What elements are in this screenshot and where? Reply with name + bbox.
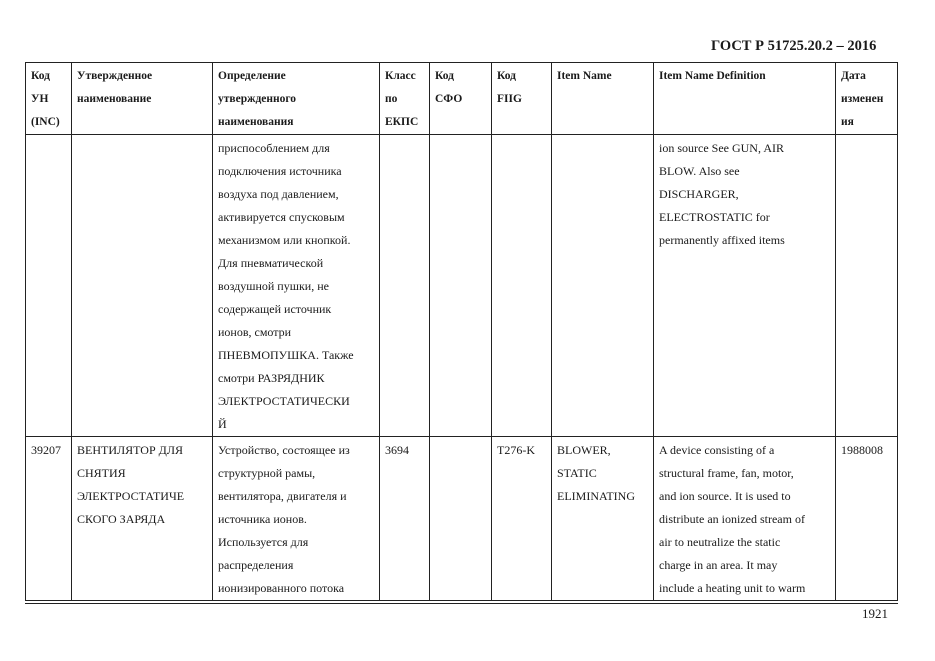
item-name-table [25,62,898,601]
cell-approved-name: ВЕНТИЛЯТОР ДЛЯ СНЯТИЯ ЭЛЕКТРОСТАТИЧЕ СКОГО ЗАРЯДА [72,437,213,601]
cell-sfo [430,437,492,601]
cell-item-name-definition: ion source See GUN, AIR BLOW. Also see DISCHARGER, ELECTROSTATIC for permanently affixed items [654,135,836,437]
cell-class: 3694 [380,437,430,601]
cell-approved-name [72,135,213,437]
header-date: Дата изменен ия [836,63,898,135]
table-row [26,437,898,601]
cell-item-name: BLOWER, STATIC ELIMINATING [552,437,654,601]
cell-definition: приспособлением для подключения источника воздуха под давлением, активируется спусковым механизмом или кнопкой. Для пневматической воздушной пушки, не содержащей источник ионов, смотри ПНЕВМОПУШКА. Также смотри РАЗРЯДНИК ЭЛЕКТРОСТАТИЧЕСКИ Й [213,135,380,437]
cell-inc [26,135,72,437]
cell-sfo [430,135,492,437]
table-bottom-rule [25,603,898,604]
header-definition: Определение утвержденного наименования [213,63,380,135]
table-header-row [26,63,898,135]
cell-fiig [492,135,552,437]
page-number: 1921 [862,606,888,621]
cell-definition: Устройство, состоящее из структурной рамы, вентилятора, двигателя и источника ионов. Используется для распределения ионизированного потока [213,437,380,601]
cell-fiig: T276-K [492,437,552,601]
header-inc: Код УН (INC) [26,63,72,135]
cell-date: 1988008 [836,437,898,601]
cell-inc: 39207 [26,437,72,601]
header-item-name: Item Name [552,63,654,135]
header-sfo: Код СФО [430,63,492,135]
header-approved-name: Утвержденное наименование [72,63,213,135]
table-row [26,135,898,437]
header-item-name-definition: Item Name Definition [654,63,836,135]
header-class: Класс по ЕКПС [380,63,430,135]
cell-date [836,135,898,437]
cell-item-name-definition: A device consisting of a structural frame, fan, motor, and ion source. It is used to distribute an ionized stream of air to neutralize the static charge in an area. It may include a heating unit to warm [654,437,836,601]
cell-item-name [552,135,654,437]
header-fiig: Код FIIG [492,63,552,135]
cell-class [380,135,430,437]
document-header: ГОСТ Р 51725.20.2 – 2016 [711,38,877,54]
